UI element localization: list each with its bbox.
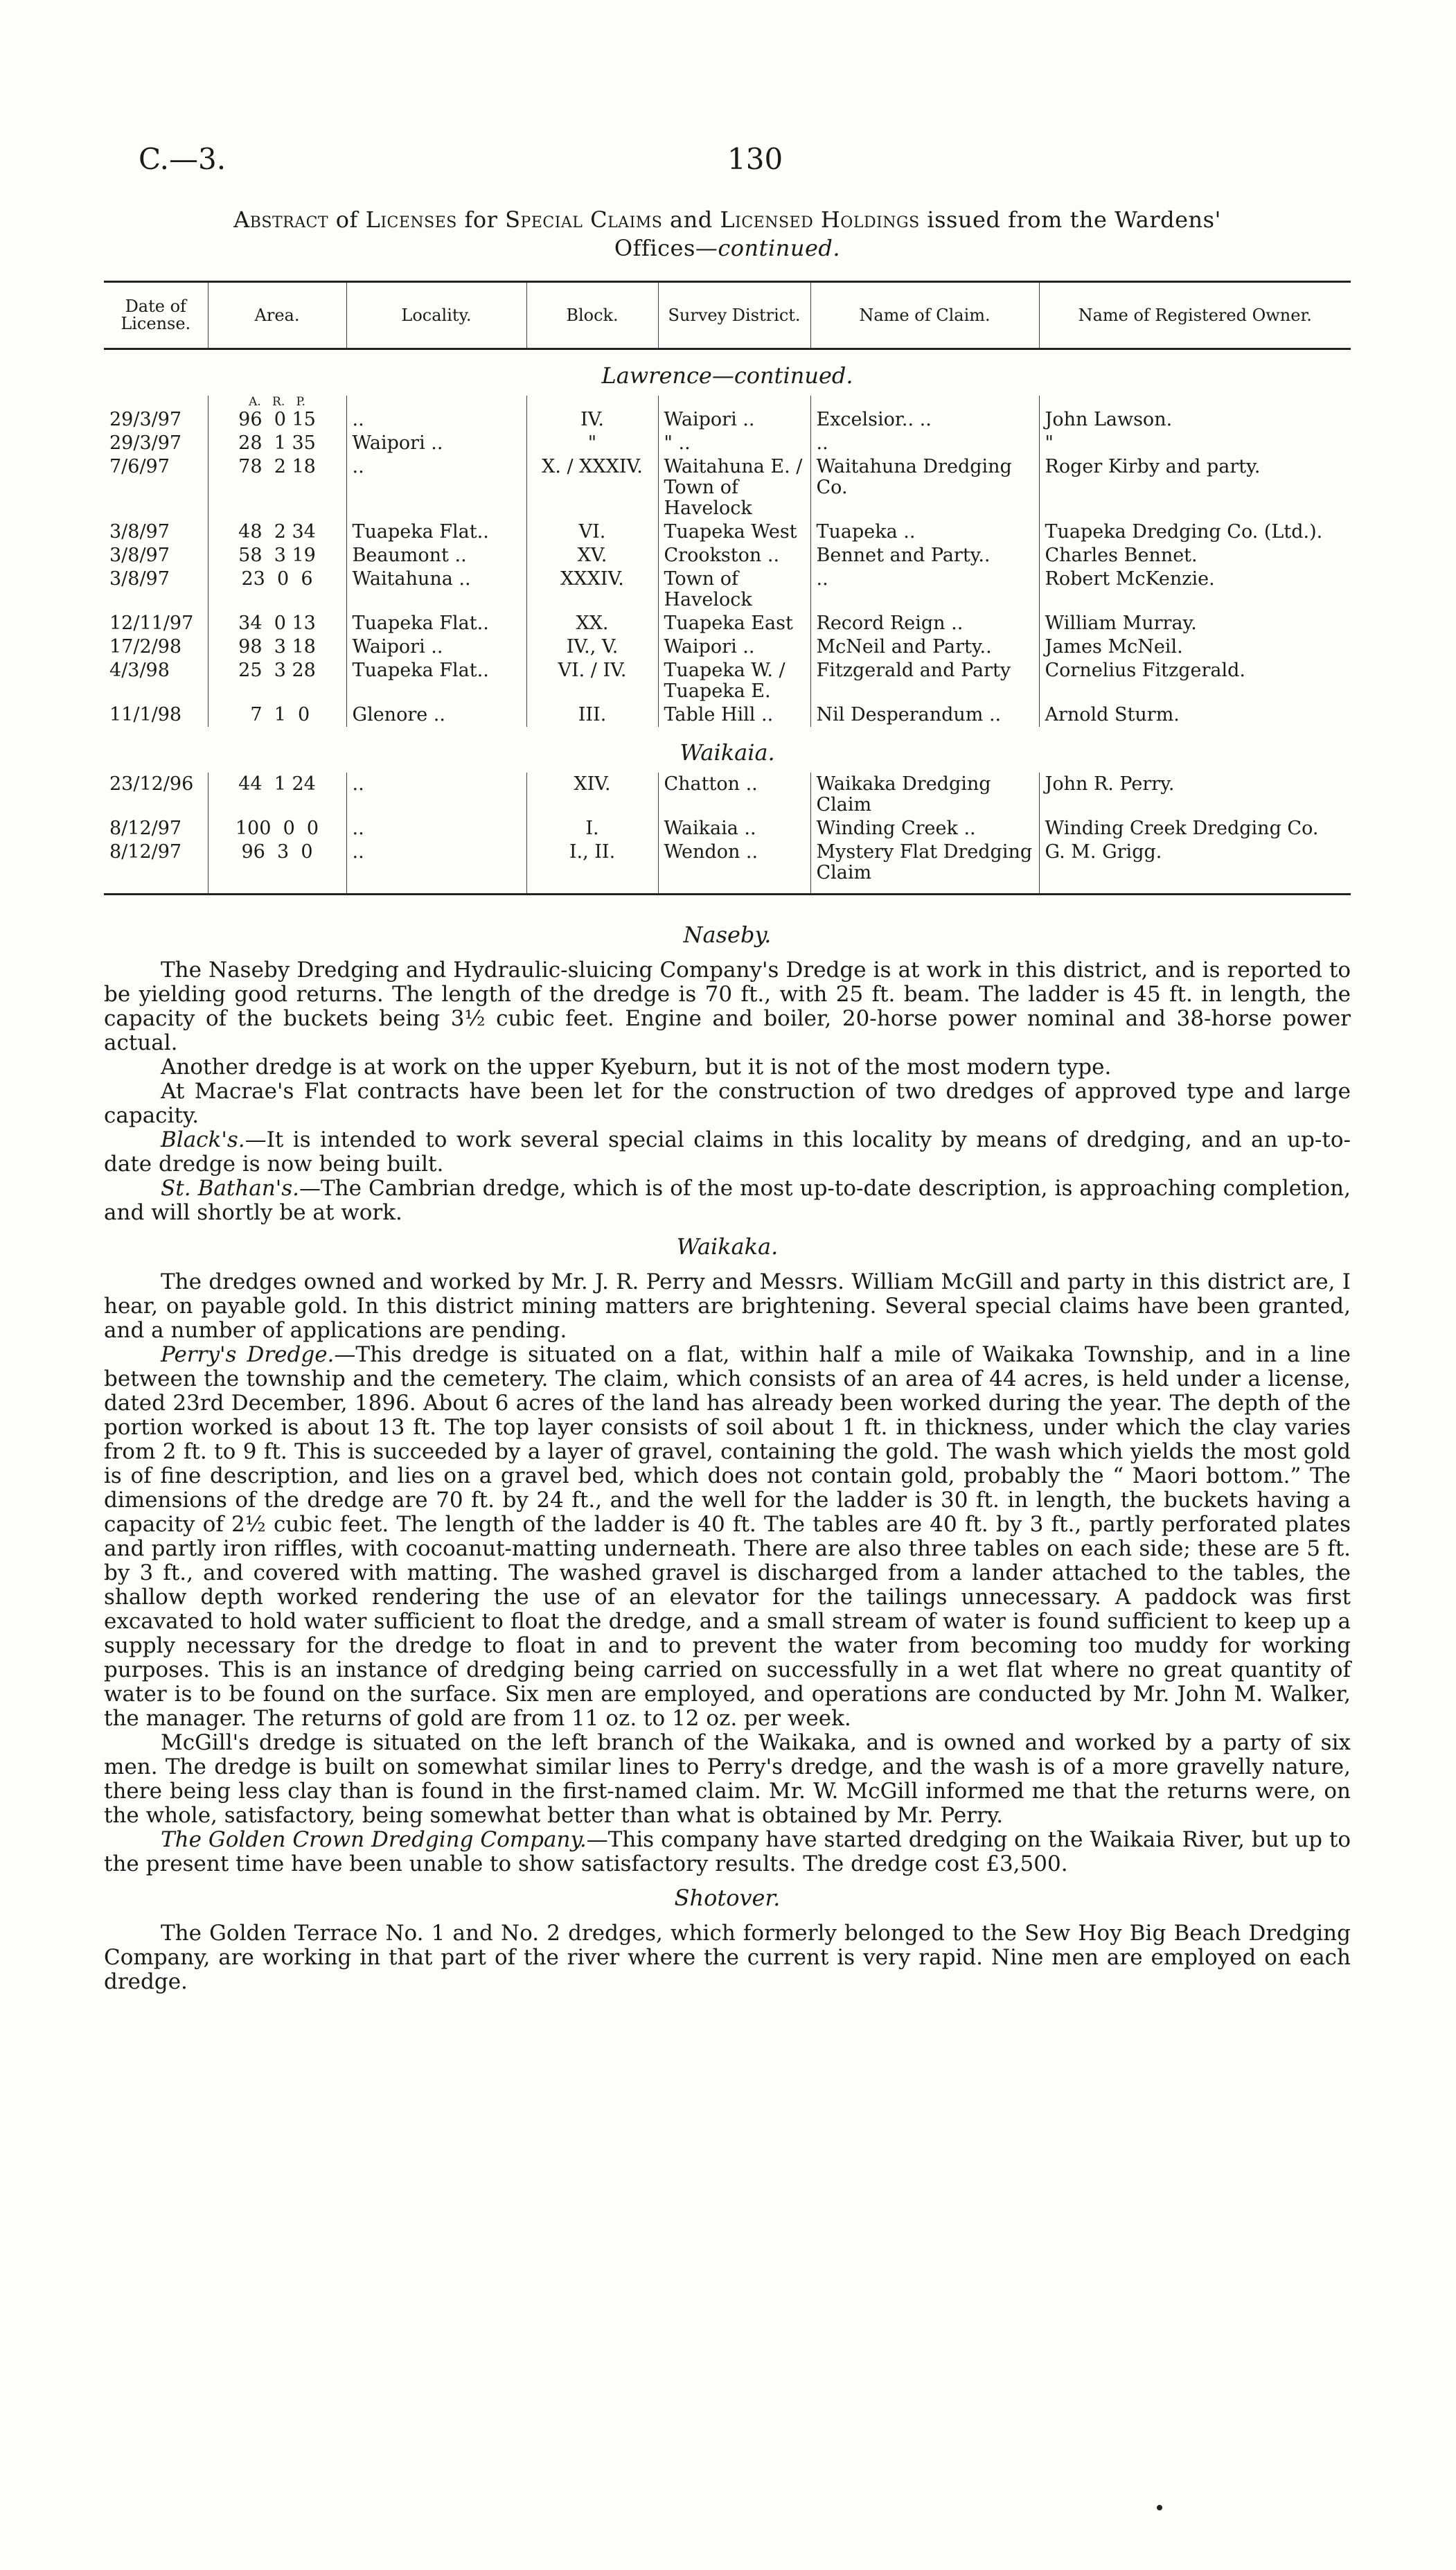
table-cell: .. xyxy=(346,817,526,840)
table-cell: 3/8/97 xyxy=(109,521,170,543)
paragraph-body: —The Cambrian dredge, which is of the most up-to-date description, is approaching completion, and will shortly be at work. xyxy=(104,1176,1351,1225)
table-cell: X. / XXXIV. xyxy=(526,455,658,520)
title-word: and xyxy=(670,206,713,233)
table-cell: McNeil and Party.. xyxy=(810,635,1039,659)
table-title xyxy=(104,206,1351,263)
table-cell: 3/8/97 xyxy=(109,545,170,566)
table-cell: " xyxy=(1039,432,1351,455)
title-word: Abstract xyxy=(233,206,329,233)
table-row xyxy=(104,659,1351,703)
table-cell: Waikaia .. xyxy=(658,817,810,840)
table-cell: Glenore .. xyxy=(346,703,526,727)
table-cell: .. xyxy=(346,773,526,817)
title-word: continued. xyxy=(718,235,841,261)
table-row xyxy=(104,520,1351,544)
report-code: C.—3. xyxy=(139,142,227,176)
empty-cell xyxy=(658,396,810,408)
table-cell: James McNeil. xyxy=(1039,635,1351,659)
table-cell: .. xyxy=(810,567,1039,612)
table-cell: 4/3/98 xyxy=(109,660,170,681)
paragraph xyxy=(104,1828,1351,1876)
table-cell: 23/12/96 xyxy=(109,773,194,795)
table-cell: Waipori .. xyxy=(658,635,810,659)
table-cell: G. M. Grigg. xyxy=(1039,840,1351,895)
table-cell: Tuapeka W. / Tuapeka E. xyxy=(658,659,810,703)
empty-cell xyxy=(104,396,208,408)
paragraph xyxy=(104,1128,1351,1177)
table-cell: Tuapeka Dredging Co. (Ltd.). xyxy=(1039,520,1351,544)
table-cell: 3/8/97 xyxy=(109,568,170,590)
column-header: Block. xyxy=(526,282,658,349)
paragraph: McGill's dredge is situated on the left branch of the Waikaka, and is owned and worked by a party of six men. The dredge is built on somewhat similar lines to Perry's dredge, and the wash is of a more gravelly nature, there being less clay than is found in the first-named claim. Mr. W. McGill informed me that the returns were, on the whole, satisfactory, being somewhat better than what is obtained by Mr. Perry. xyxy=(104,1730,1351,1828)
table-row xyxy=(104,408,1351,432)
table-cell: Mystery Flat Dredging Claim xyxy=(810,840,1039,895)
table-cell: Town of Havelock xyxy=(658,567,810,612)
table-cell: I., II. xyxy=(526,840,658,895)
table-cell: Winding Creek .. xyxy=(810,817,1039,840)
table-cell: 29/3/97 xyxy=(109,409,182,430)
table-cell: Waitahuna .. xyxy=(346,567,526,612)
title-word: Special Claims xyxy=(505,206,663,233)
table-cell: Chatton .. xyxy=(658,773,810,817)
section-row xyxy=(104,349,1351,396)
empty-cell xyxy=(1039,396,1351,408)
table-cell: John Lawson. xyxy=(1039,408,1351,432)
table-cell: 100 0 0 xyxy=(208,817,346,840)
licenses-table xyxy=(104,281,1351,895)
table-cell: Table Hill .. xyxy=(658,703,810,727)
column-header: Area. xyxy=(208,282,346,349)
table-cell: 78 2 18 xyxy=(208,455,346,520)
section-heading: Waikaka. xyxy=(676,1233,779,1260)
table-row xyxy=(104,703,1351,727)
table-header-row xyxy=(104,282,1351,349)
running-head xyxy=(104,142,1351,191)
paragraph: The Naseby Dredging and Hydraulic-sluicing Company's Dredge is at work in this district, and is reported to be yielding good returns. The length of the dredge is 70 ft., with 25 ft. beam. The ladder is 45 ft. in length, the capacity of the buckets being 3½ cubic feet. Engine and boiler, 20-horse power nominal and 38-horse power actual. xyxy=(104,958,1351,1055)
paragraph: Another dredge is at work on the upper Kyeburn, but it is not of the most modern type. xyxy=(161,1055,1112,1080)
column-header: Name of Claim. xyxy=(810,282,1039,349)
area-units-row xyxy=(104,396,1351,408)
table-cell: XX. xyxy=(526,612,658,635)
table-cell: Tuapeka East xyxy=(658,612,810,635)
paragraph: The dredges owned and worked by Mr. J. R. Perry and Messrs. William McGill and party in this district are, I hear, on payable gold. In this district mining matters are brightening. Several special claims have been granted, and a number of applications are pending. xyxy=(104,1269,1351,1343)
table-cell: 8/12/97 xyxy=(104,840,208,895)
table-cell: 12/11/97 xyxy=(109,613,194,634)
table-cell: Beaumont .. xyxy=(346,544,526,567)
column-header: Name of Registered Owner. xyxy=(1039,282,1351,349)
column-header: Date of License. xyxy=(104,282,208,349)
table-cell: 11/1/98 xyxy=(109,704,182,725)
table-cell: Fitzgerald and Party xyxy=(810,659,1039,703)
table-cell: .. xyxy=(810,432,1039,455)
table-cell: Waipori .. xyxy=(346,635,526,659)
table-cell: I. xyxy=(526,817,658,840)
table-cell: Tuapeka West xyxy=(658,520,810,544)
table-row xyxy=(104,635,1351,659)
table-cell: Winding Creek Dredging Co. xyxy=(1039,817,1351,840)
area-units: A. R. P. xyxy=(208,396,346,408)
table-cell: Nil Desperandum .. xyxy=(810,703,1039,727)
table-cell: 7 1 0 xyxy=(208,703,346,727)
table-cell: Excelsior.. .. xyxy=(810,408,1039,432)
paragraph: At Macrae's Flat contracts have been let for the construction of two dredges of approved type and large capacity. xyxy=(104,1079,1351,1128)
table-row xyxy=(104,817,1351,840)
table-cell: Arnold Sturm. xyxy=(1039,703,1351,727)
table-cell: 96 3 0 xyxy=(208,840,346,895)
table-cell: 98 3 18 xyxy=(208,635,346,659)
paragraph xyxy=(104,1343,1351,1731)
table-cell: Roger Kirby and party. xyxy=(1039,455,1351,520)
title-word: for xyxy=(464,206,498,233)
title-word: Offices— xyxy=(614,235,718,261)
table-cell: IV. xyxy=(526,408,658,432)
column-header: Survey District. xyxy=(658,282,810,349)
title-word: of xyxy=(335,206,358,233)
table-cell: .. xyxy=(346,455,526,520)
table-row xyxy=(104,455,1351,520)
table-cell: 28 1 35 xyxy=(208,432,346,455)
table-cell: 58 3 19 xyxy=(208,544,346,567)
table-row xyxy=(104,544,1351,567)
empty-cell xyxy=(346,396,526,408)
table-row xyxy=(104,773,1351,817)
table-cell: IV., V. xyxy=(526,635,658,659)
table-row xyxy=(104,567,1351,612)
paragraph-body: —This company have started dredging on the Waikaia River, but up to the present time have been unable to show satisfactory results. The dredge cost £3,500. xyxy=(104,1827,1351,1876)
report-text xyxy=(104,923,1351,1994)
table-cell: Robert McKenzie. xyxy=(1039,567,1351,612)
table-cell: III. xyxy=(526,703,658,727)
table-cell: John R. Perry. xyxy=(1039,773,1351,817)
page-number: 130 xyxy=(727,142,783,176)
table-cell: Tuapeka Flat.. xyxy=(346,659,526,703)
table-cell: 29/3/97 xyxy=(109,432,182,454)
column-header: Locality. xyxy=(346,282,526,349)
table-cell: .. xyxy=(346,840,526,895)
table-cell: VI. xyxy=(526,520,658,544)
section-row xyxy=(104,727,1351,773)
paragraph xyxy=(104,1177,1351,1225)
table-cell: 17/2/98 xyxy=(109,636,182,658)
paragraph-body: —It is intended to work several special claims in this locality by means of dredging, and an up-to-date dredge is now being built. xyxy=(104,1127,1351,1177)
table-cell: 48 2 34 xyxy=(208,520,346,544)
empty-cell xyxy=(810,396,1039,408)
table-cell: Tuapeka .. xyxy=(810,520,1039,544)
table-cell: Waipori .. xyxy=(658,408,810,432)
table-cell: Waipori .. xyxy=(346,432,526,455)
paragraph-lead: Perry's Dredge. xyxy=(161,1342,335,1367)
table-cell: 25 3 28 xyxy=(208,659,346,703)
table-cell: 23 0 6 xyxy=(208,567,346,612)
table-cell: Waikaka Dredging Claim xyxy=(810,773,1039,817)
paragraph-body: —This dredge is situated on a flat, within half a mile of Waikaka Township, and in a line between the township and the cemetery. The claim, which consists of an area of 44 acres, is held under a license, dated 23rd December, 1896. About 6 acres of the land has already been worked during the year. The depth of the portion worked is about 13 ft. The top layer consists of soil about 1 ft. in thickness, under which the clay varies from 2 ft. to 9 ft. This is succeeded by a layer of gravel, containing the gold. The wash which yields the most gold is of fine description, and lies on a gravel bed, which does not contain gold, probably the “ Maori bottom.” The dimensions of the dredge are 70 ft. by 24 ft., and the well for the ladder is 30 ft. in length, the buckets having a capacity of 2½ cubic feet. The length of the ladder is 40 ft. The tables are 40 ft. by 3 ft., partly perforated plates and partly iron riffles, with cocoanut-matting underneath. There are also three tables on each side; these are 5 ft. by 3 ft., and covered with matting. The washed gravel is discharged from a lander attached to the tables, the shallow depth worked rendering the use of an elevator for the tailings unnecessary. A paddock was first excavated to hold water sufficient to float the dredge, and a small stream of water is found sufficient to keep up a supply necessary for the dredge to float in and to prevent the water from becoming too muddy for working purposes. This is an instance of dredging being carried on successfully in a wet flat where no great quantity of water is to be found on the surface. Six men are employed, and operations are conducted by Mr. John M. Walker, the manager. The returns of gold are from 11 oz. to 12 oz. per week. xyxy=(104,1342,1351,1731)
table-cell: Wendon .. xyxy=(658,840,810,895)
title-word: issued from the Wardens' xyxy=(927,206,1221,233)
table-cell: Waitahuna E. / Town of Havelock xyxy=(658,455,810,520)
table-cell: 8/12/97 xyxy=(109,818,182,839)
paragraph: The Golden Terrace No. 1 and No. 2 dredges, which formerly belonged to the Sew Hoy Big Beach Dredging Company, are working in that part of the river where the current is very rapid. Nine men are employed on each dredge. xyxy=(104,1921,1351,1994)
print-speck xyxy=(1157,2505,1162,2510)
table-cell: 34 0 13 xyxy=(208,612,346,635)
paragraph-lead: The Golden Crown Dredging Company. xyxy=(161,1827,587,1852)
table-cell: Charles Bennet. xyxy=(1039,544,1351,567)
table-cell: Waitahuna Dredging Co. xyxy=(810,455,1039,520)
table-cell: XXXIV. xyxy=(526,567,658,612)
table-cell: XIV. xyxy=(526,773,658,817)
document-page xyxy=(104,142,1351,1994)
table-cell: Record Reign .. xyxy=(810,612,1039,635)
title-word: Licensed Holdings xyxy=(720,206,920,233)
table-cell: Tuapeka Flat.. xyxy=(346,612,526,635)
paragraph-lead: Black's. xyxy=(161,1127,245,1152)
title-word: Licenses xyxy=(365,206,457,233)
table-row xyxy=(104,612,1351,635)
section-title: Lawrence—continued. xyxy=(601,362,853,389)
table-cell: 96 0 15 xyxy=(208,408,346,432)
section-title: Waikaia. xyxy=(680,739,775,766)
section-heading: Naseby. xyxy=(683,922,772,948)
table-cell: " .. xyxy=(658,432,810,455)
table-cell: " xyxy=(526,432,658,455)
table-cell: William Murray. xyxy=(1039,612,1351,635)
table-cell: .. xyxy=(346,408,526,432)
table-cell: 44 1 24 xyxy=(208,773,346,817)
empty-cell xyxy=(526,396,658,408)
table-cell: Crookston .. xyxy=(658,544,810,567)
table-cell: 7/6/97 xyxy=(109,456,170,477)
table-cell: Bennet and Party.. xyxy=(810,544,1039,567)
table-cell: VI. / IV. xyxy=(526,659,658,703)
table-cell: Cornelius Fitzgerald. xyxy=(1039,659,1351,703)
table-cell: XV. xyxy=(526,544,658,567)
table-row xyxy=(104,432,1351,455)
section-heading: Shotover. xyxy=(674,1885,781,1911)
table-row xyxy=(104,840,1351,895)
table-cell: Tuapeka Flat.. xyxy=(346,520,526,544)
paragraph-lead: St. Bathan's. xyxy=(161,1176,299,1201)
